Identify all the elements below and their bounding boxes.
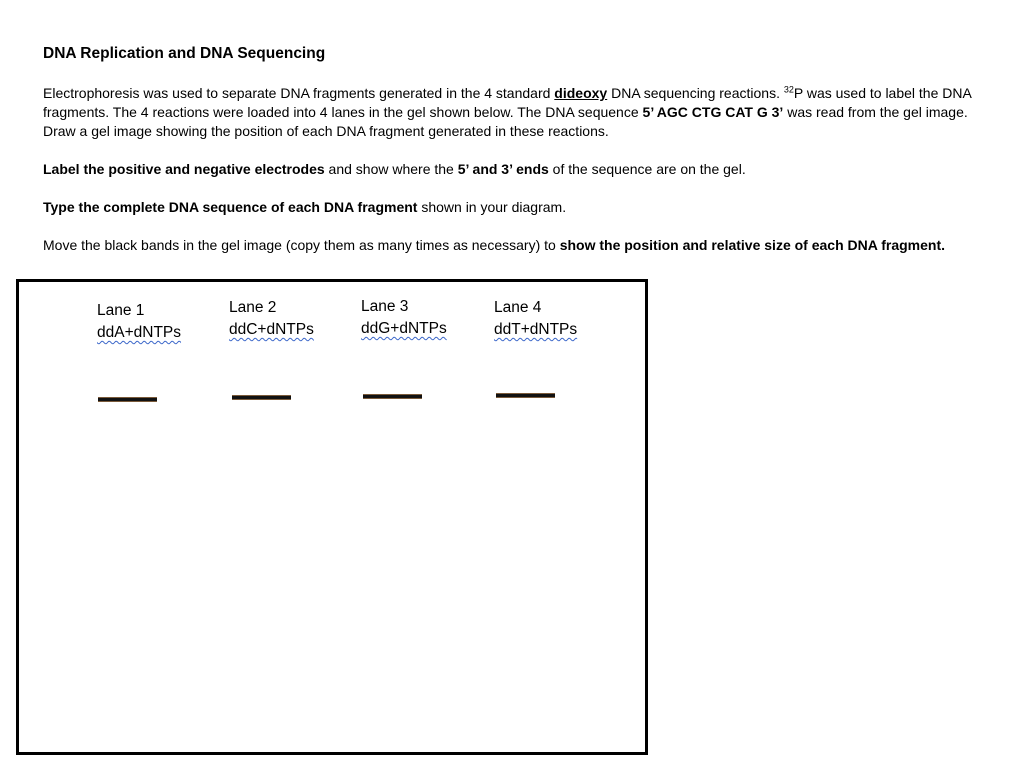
document bbox=[43, 44, 983, 274]
lane-3-band[interactable] bbox=[363, 394, 422, 399]
lane-2-header bbox=[229, 297, 314, 341]
instructions-paragraph-3 bbox=[43, 198, 983, 217]
gel-image bbox=[16, 279, 648, 755]
dideoxy-term: dideoxy bbox=[554, 85, 608, 101]
lane-1-band[interactable] bbox=[98, 397, 157, 402]
lane-4-reagent: ddT+dNTPs bbox=[494, 321, 578, 338]
lane-4-header bbox=[494, 297, 577, 341]
electrodes-instruction: Label the positive and negative electrodes bbox=[43, 161, 325, 177]
paragraph-text: DNA sequencing reactions. bbox=[607, 85, 784, 101]
lane-1-reagent: ddA+dNTPs bbox=[97, 324, 182, 341]
sequence-instruction: Type the complete DNA sequence of each DNA fragment bbox=[43, 199, 418, 215]
paragraph-text: shown in your diagram. bbox=[417, 199, 567, 215]
instructions-paragraph-1 bbox=[43, 84, 983, 141]
lane-3-reagent: ddG+dNTPs bbox=[361, 320, 447, 337]
paragraph-text: of the sequence are on the gel. bbox=[548, 161, 746, 177]
lane-3-header bbox=[361, 296, 447, 340]
ends-instruction: 5’ and 3’ ends bbox=[457, 161, 549, 177]
paragraph-text: and show where the bbox=[324, 161, 458, 177]
lane-2-reagent: ddC+dNTPs bbox=[229, 321, 314, 338]
lane-4-label: Lane 4 bbox=[494, 299, 542, 316]
lane-1-header bbox=[97, 300, 181, 344]
instructions-paragraph-2 bbox=[43, 160, 983, 179]
lane-2-band[interactable] bbox=[232, 395, 291, 400]
paragraph-text: P was used to label the DNA fragments. The 4 reactions were loaded into 4 lanes in the gel shown below. The DNA sequence bbox=[43, 85, 972, 120]
paragraph-text: was read from the gel image. Draw a gel image showing the position of each DNA fragment generated in these reactions. bbox=[43, 104, 968, 139]
dna-sequence: 5’ AGC CTG CAT G 3’ bbox=[642, 104, 784, 120]
lane-4-band[interactable] bbox=[496, 393, 555, 398]
lane-1-label: Lane 1 bbox=[97, 302, 145, 319]
paragraph-text: Move the black bands in the gel image (copy them as many times as necessary) to bbox=[43, 237, 560, 253]
bands-instruction: show the position and relative size of each DNA fragment. bbox=[559, 237, 946, 253]
lane-3-label: Lane 3 bbox=[361, 298, 409, 315]
isotope-superscript: 32 bbox=[783, 84, 794, 95]
lane-2-label: Lane 2 bbox=[229, 299, 277, 316]
page-title: DNA Replication and DNA Sequencing bbox=[43, 45, 326, 62]
instructions-paragraph-4 bbox=[43, 236, 983, 255]
paragraph-text: Electrophoresis was used to separate DNA fragments generated in the 4 standard bbox=[43, 85, 555, 101]
